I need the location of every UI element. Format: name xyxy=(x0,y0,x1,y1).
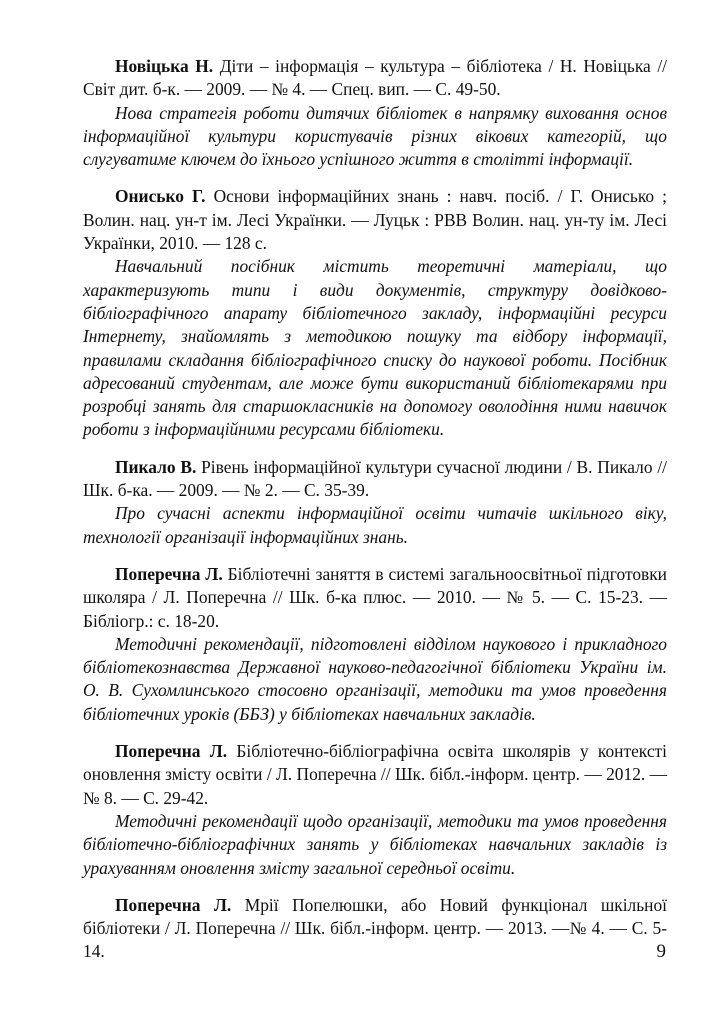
entry-citation-text: Бібліотечні заняття в системі загальноосвітньої підготовки школяра / Л. Поперечна // Шк. б-ка плюс. — 2010. — № 5. — С. 15-23. — Бібліогр.: с. 18-20. xyxy=(83,563,667,631)
entry-citation xyxy=(83,456,667,503)
bibliography-entry xyxy=(83,185,667,441)
entry-citation xyxy=(83,894,667,964)
bibliography-entry xyxy=(83,456,667,549)
bibliography-entry xyxy=(83,894,667,964)
entry-citation xyxy=(83,740,667,810)
entry-author: Поперечна Л. xyxy=(115,894,232,915)
entry-citation-text: Основи інформаційних знань : навч. посіб. / Г. Онисько ; Волин. нац. ун-т ім. Лесі Українки. — Луцьк : РВВ Волин. нац. ун-ту ім. Лесі Українки, 2010. — 128 с. xyxy=(83,186,667,254)
page-number: 9 xyxy=(656,941,666,962)
bibliography-entry xyxy=(83,563,667,726)
entry-annotation: Про сучасні аспекти інформаційної освіти читачів шкільного віку, технології організації інформаційних знань. xyxy=(83,503,667,547)
entry-citation-text: Діти – інформація – культура – бібліотека / Н. Новіцька // Світ дит. б-к. — 2009. — № 4. — Спец. вип. — С. 49-50. xyxy=(83,56,667,100)
entry-annotation: Методичні рекомендації, підготовлені відділом наукового і прикладного бібліотекознавства Державної науково-педагогічної бібліотеки України ім. О. В. Сухомлинського стосовно організації, методики та умов проведення бібліотечних уроків (ББЗ) у бібліотеках навчальних закладів. xyxy=(83,633,667,724)
entry-citation-text: Мрії Попелюшки, або Новий функціонал шкільної бібліотеки / Л. Поперечна // Шк. бібл.-інформ. центр. — 2013. —№ 4. — С. 5-14. xyxy=(83,894,667,962)
entry-citation-text: Бібліотечно-бібліографічна освіта школярів у контексті оновлення змісту освіти / Л. Поперечна // Шк. бібл.-інформ. центр. — 2012. —№ 8. — С. 29-42. xyxy=(83,741,667,808)
entry-author: Поперечна Л. xyxy=(115,563,223,584)
entry-author: Онисько Г. xyxy=(115,186,206,207)
entry-author: Пикало В. xyxy=(115,456,197,477)
entry-annotation: Методичні рекомендації щодо організації, методики та умов проведення бібліотечно-бібліографічних занять у бібліотеках навчальних закладів із урахуванням оновлення змісту загальної середньої освіти. xyxy=(83,810,667,878)
entry-citation xyxy=(83,55,667,102)
entry-citation-text: Рівень інформаційної культури сучасної людини / В. Пикало // Шк. б-ка. — 2009. — № 2. — С. 35-39. xyxy=(83,456,667,501)
entry-author: Поперечна Л. xyxy=(115,741,228,762)
entry-annotation: Навчальний посібник містить теоретичні матеріали, що характеризують типи і види документів, структуру довідково-бібліографічного апарату бібліотечного закладу, інформаційні ресурси Інтернету, знайомлять з методикою пошуку та відбору інформації, правилами складання бібліографічного списку до наукової роботи. Посібник адресований студентам, але може бути використаний бібліотекарями при розробці занять для старшокласників на допомогу оволодіння ними навичок роботи з інформаційними ресурсами бібліотеки. xyxy=(83,256,667,440)
entry-annotation: Нова стратегія роботи дитячих бібліотек в напрямку виховання основ інформаційної культури користувачів різних вікових категорій, що слугуватиме ключем до їхнього успішного життя в столітті інформації. xyxy=(83,102,667,170)
bibliography-entry xyxy=(83,740,667,880)
entry-citation xyxy=(83,185,667,255)
entry-citation xyxy=(83,563,667,633)
entry-author: Новіцька Н. xyxy=(115,56,214,76)
bibliography-entry xyxy=(83,55,667,171)
